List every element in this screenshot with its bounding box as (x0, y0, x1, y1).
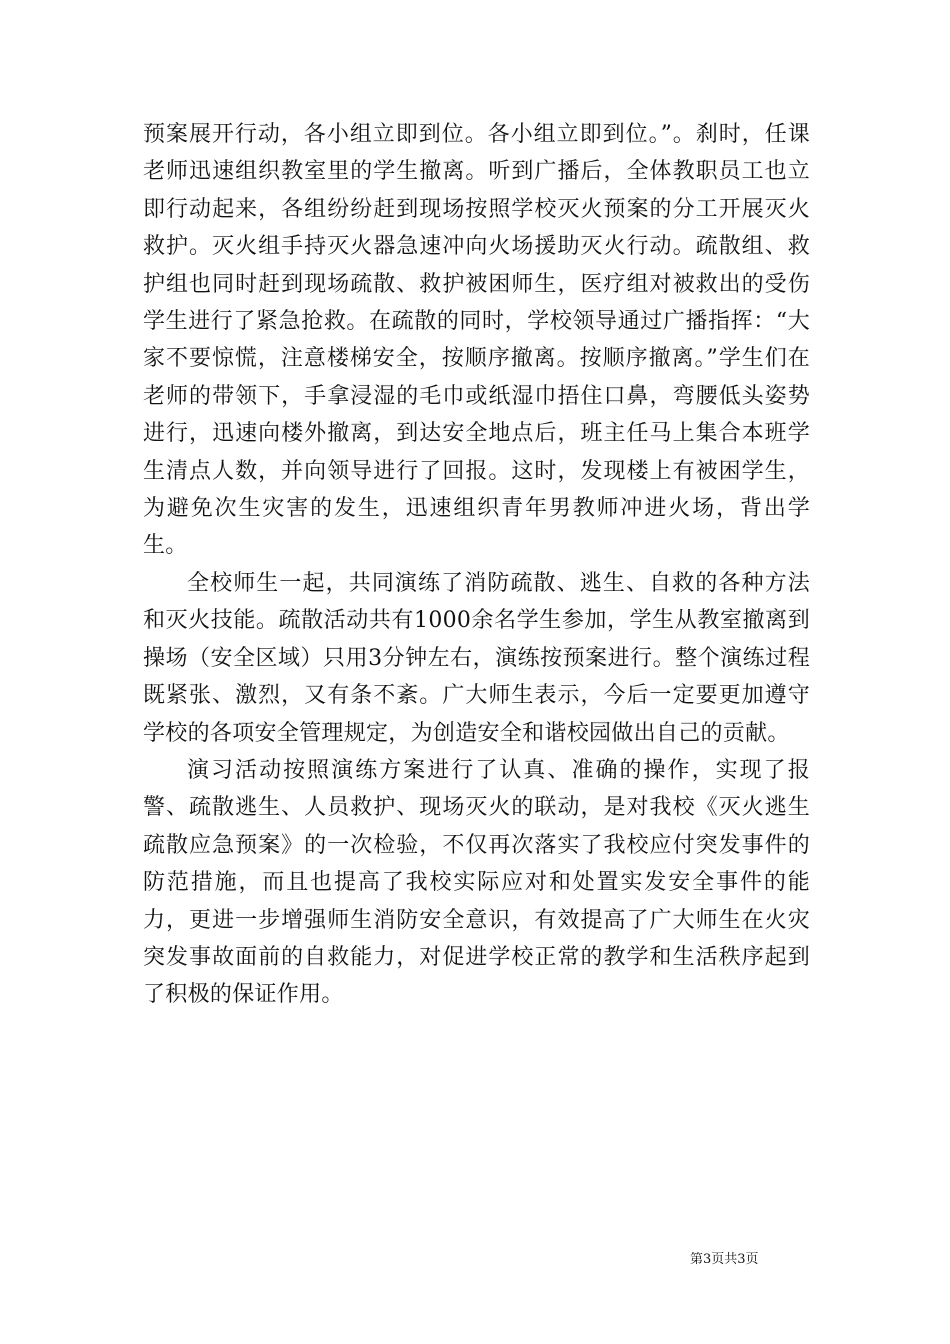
page-number-label: 第3页共3页 (690, 1252, 759, 1267)
document-body (143, 116, 810, 1014)
paragraph-1: 预案展开行动，各小组立即到位。各小组立即到位。”。刹时，任课老师迅速组织教室里的学生撤离。听到广播后，全体教职员工也立即行动起来，各组纷纷赶到现场按照学校灭火预案的分工开展灭火救护。灭火组手持灭火器急速冲向火场援助灭火行动。疏散组、救护组也同时赶到现场疏散、救护被困师生，医疗组对被救出的受伤学生进行了紧急抢救。在疏散的同时，学校领导通过广播指挥：“大家不要惊慌，注意楼梯安全，按顺序撤离。按顺序撤离。”学生们在老师的带领下，手拿浸湿的毛巾或纸湿巾捂住口鼻，弯腰低头姿势进行，迅速向楼外撤离，到达安全地点后，班主任马上集合本班学生清点人数，并向领导进行了回报。这时，发现楼上有被困学生，为避免次生灾害的发生，迅速组织青年男教师冲进火场，背出学生。 (143, 122, 810, 559)
page-number-footer (690, 1248, 810, 1267)
paragraph-2: 全校师生一起，共同演练了消防疏散、逃生、自救的各种方法和灭火技能。疏散活动共有1000余名学生参加，学生从教室撤离到操场（安全区域）只用3分钟左右，演练按预案进行。整个演练过程既紧张、激烈，又有条不紊。广大师生表示，今后一定要更加遵守学校的各项安全管理规定，为创造安全和谐校园做出自己的贡献。 (143, 570, 810, 746)
paragraph-3: 演习活动按照演练方案进行了认真、准确的操作，实现了报警、疏散逃生、人员救护、现场灭火的联动，是对我校《灭火逃生疏散应急预案》的一次检验，不仅再次落实了我校应付突发事件的防范措施，而且也提高了我校实际应对和处置实发安全事件的能力，更进一步增强师生消防安全意识，有效提高了广大师生在火灾突发事故面前的自救能力，对促进学校正常的教学和生活秩序起到了积极的保证作用。 (143, 757, 810, 1008)
